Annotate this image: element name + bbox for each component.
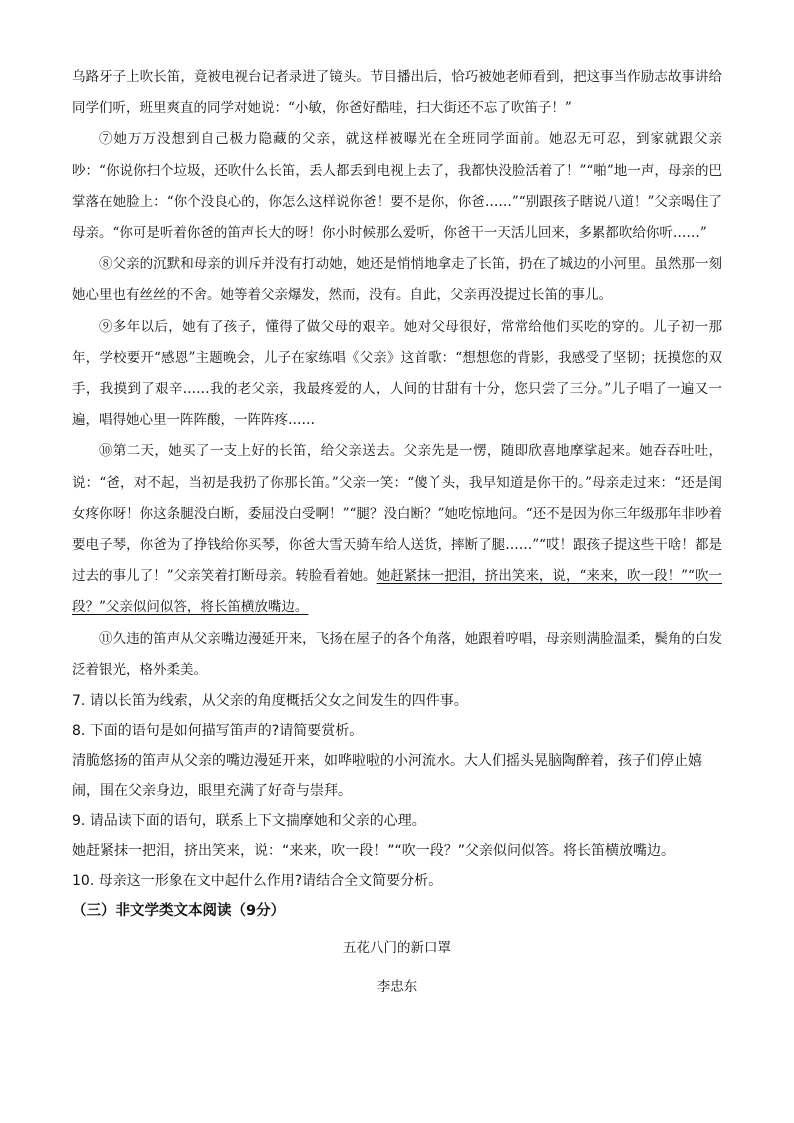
underlined-sentence: 她赶紧抹一把泪，挤出笑来，说，“来来，吹一段！”“吹一段？”父亲似问似答，将长笛横放嘴边。 (72, 568, 722, 616)
question-7: 7. 请以长笛为线索，从父亲的角度概括父女之间发生的四件事。 (72, 693, 468, 710)
article-title: 五花八门的新口罩 (343, 940, 451, 957)
question-9: 9. 请品读下面的语句，联系上下文揣摩她和父亲的心理。 (72, 813, 426, 830)
question-10: 10. 母亲这一形象在文中起什么作用?请结合全文简要分析。 (72, 873, 443, 890)
exam-page (72, 62, 722, 997)
question-8: 8. 下面的语句是如何描写笛声的?请简要赏析。 (72, 723, 364, 740)
paragraph-10-text: ⑩第二天，她买了一支上好的长笛，给父亲送去。父亲先是一愣，随即欣喜地摩挲起来。她吞吞吐吐，说：“爸，对不起，当初是我扔了你那长笛。”父亲一笑：“傻丫头，我早知道是你干的。”母亲走过来：“还是闺女疼你呀！你这条腿没白断，委屈没白受啊！”“腿？没白断？”她吃惊地问。“还不是因为你三年级那年非吵着要电子琴，你爸为了挣钱给你买琴，你爸大雪天骑车给人送货，摔断了腿……”“哎！跟孩子提这些干啥！都是过去的事儿了！”父亲笑着打断母亲。转脸看着她。 (72, 443, 722, 585)
paragraph-7: ⑦她万万没想到自己极力隐藏的父亲，就这样被曝光在全班同学面前。她忍无可忍，到家就跟父亲吵：“你说你扫个垃圾，还吹什么长笛，丢人都丢到电视上去了，我都快没脸活着了！”“啪”地一声，母亲的巴掌落在她脸上：“你个没良心的，你怎么这样说你爸！要不是你，你爸……”“别跟孩子瞎说八道！”父亲喝住了母亲。“你可是听着你爸的笛声长大的呀！你小时候那么爱听，你爸干一天活儿回来，多累都吹给你听……” (72, 131, 722, 242)
question-9-quote: 她赶紧抹一把泪，挤出笑来，说：“来来，吹一段！”“吹一段？”父亲似问似答。将长笛横放嘴边。 (72, 843, 676, 860)
paragraph-continued: 乌路牙子上吹长笛，竟被电视台记者录进了镜头。节目播出后，恰巧被她老师看到，把这事当作励志故事讲给同学们听，班里爽直的同学对她说：“小敏，你爸好酷哇，扫大街还不忘了吹笛子！” (72, 69, 722, 117)
section-heading: （三）非文学类文本阅读（9分） (72, 903, 286, 920)
paragraph-9: ⑨多年以后，她有了孩子，懂得了做父母的艰辛。她对父母很好，常常给他们买吃的穿的。儿子初一那年，学校要开“感恩”主题晚会，儿子在家练唱《父亲》这首歌：“想想您的背影，我感受了坚韧；抚摸您的双手，我摸到了艰辛……我的老父亲，我最疼爱的人，人间的甘甜有十分，您只尝了三分。”儿子唱了一遍又一遍，唱得她心里一阵阵酸，一阵阵疼…… (72, 318, 722, 429)
article-author: 李忠东 (376, 979, 418, 996)
question-8-quote: 清脆悠扬的笛声从父亲的嘴边漫延开来，如哗啦啦的小河流水。大人们摇头晃脑陶醉着，孩子们停止嬉闹，围在父亲身边，眼里充满了好奇与崇拜。 (72, 753, 702, 800)
paragraph-10 (72, 436, 722, 623)
paragraph-11: ⑪久违的笛声从父亲嘴边漫延开来，飞扬在屋子的各个角落，她跟着哼唱，母亲则满脸温柔，鬓角的白发泛着银光，格外柔美。 (72, 630, 722, 678)
paragraph-8: ⑧父亲的沉默和母亲的训斥并没有打动她，她还是悄悄地拿走了长笛，扔在了城边的小河里。虽然那一刻她心里也有丝丝的不舍。她等着父亲爆发，然而，没有。自此，父亲再没提过长笛的事儿。 (72, 256, 722, 304)
